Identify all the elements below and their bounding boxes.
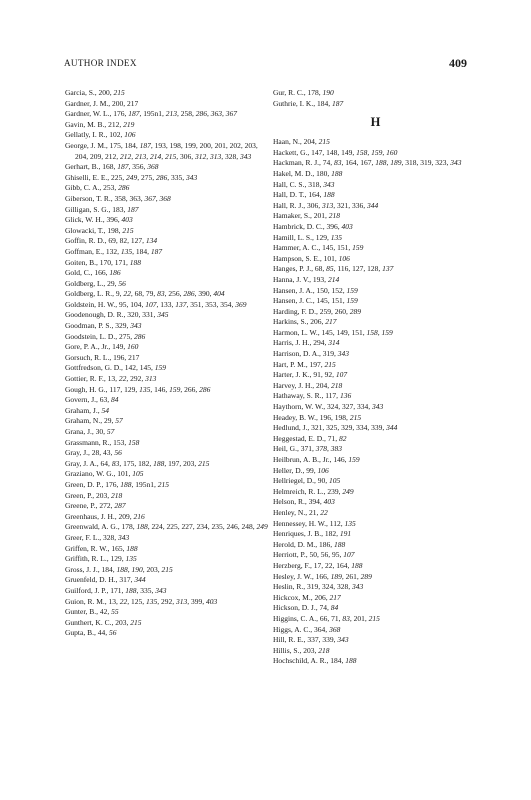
index-entry: Gerhart, B., 168, 187, 356, 368 <box>65 162 159 172</box>
index-entry: Higgs, A. C., 364, 368 <box>273 624 341 634</box>
index-entry: Hamill, L. S., 129, 135 <box>273 232 342 242</box>
index-entry: Heggestad, E. D., 71, 82 <box>273 433 347 443</box>
index-entry: Gough, H. G., 117, 129, 135, 146, 159, 266, 286 <box>65 384 211 394</box>
index-entry: Harvey, J. H., 204, 218 <box>273 380 343 390</box>
index-entry: Gellatly, I. R., 102, 106 <box>65 130 136 140</box>
index-entry: Gray, J. A., 64, 83, 175, 182, 188, 197, 203, 215 <box>65 458 210 468</box>
index-entry: Harris, J. H., 294, 314 <box>273 338 340 348</box>
index-entry: Glowacki, T., 198, 215 <box>65 225 134 235</box>
index-entry: Gur, R. C., 178, 190 <box>273 88 334 97</box>
index-entry: Harmon, L. W., 145, 149, 151, 158, 159 <box>273 327 393 337</box>
index-entry: Green, D. P., 176, 188, 195n1, 215 <box>65 479 169 489</box>
index-entry: Govern, J., 63, 84 <box>65 395 119 405</box>
index-entry: Herzberg, F., 17, 22, 164, 188 <box>273 560 363 570</box>
index-entry: Hambrick, D. C., 396, 403 <box>273 221 353 231</box>
index-entry: Hamaker, S., 201, 218 <box>273 211 340 221</box>
index-entry: Gupta, B., 44, 56 <box>65 628 117 638</box>
index-entry: Hart, P. M., 197, 215 <box>273 359 336 369</box>
index-entry: Greer, F. L., 328, 343 <box>65 532 130 542</box>
index-column-right <box>273 88 478 667</box>
index-entry: Greenwald, A. G., 178, 188, 224, 225, 227, 234, 235, 246, 248, 249 <box>65 522 268 532</box>
index-entry: Gardner, J. M., 200, 217 <box>65 98 139 108</box>
index-entry: Heilbrun, A. B., Jr., 146, 159 <box>273 455 360 464</box>
index-entry: Hampson, S. E., 101, 106 <box>273 253 350 263</box>
index-entry: Hall, C. S., 318, 343 <box>273 179 335 189</box>
index-entry: Hackett, G., 147, 148, 149, 158, 159, 160 <box>273 147 398 157</box>
index-entry: Hathaway, S. R., 117, 136 <box>273 391 352 401</box>
index-entry: Greene, P., 272, 287 <box>65 501 126 511</box>
index-entry: Hall, R. J., 306, 313, 321, 336, 344 <box>273 200 379 210</box>
index-entry: Giberson, T. R., 358, 363, 367, 368 <box>65 193 171 203</box>
index-entry: Gruenfeld, D. H., 317, 344 <box>65 575 146 585</box>
index-entry: Hakel, M. D., 180, 188 <box>273 168 343 178</box>
index-entry: Gold, C., 166, 186 <box>65 268 121 278</box>
index-entry: Green, P., 203, 218 <box>65 490 123 500</box>
section-letter: H <box>370 115 381 130</box>
index-entry: Henley, N., 21, 22 <box>273 507 328 517</box>
index-entry: Gray, J., 28, 43, 56 <box>65 448 122 458</box>
index-entry: Garcia, S., 200, 215 <box>65 88 125 97</box>
index-entry: Goiten, B., 170, 171, 188 <box>65 257 142 267</box>
index-entry: Higgins, C. A., 66, 71, 83, 201, 215 <box>273 613 380 623</box>
index-entry: Haan, N., 204, 215 <box>273 137 330 147</box>
index-entry: Henriques, J. B., 182, 191 <box>273 529 352 539</box>
index-entry: Goodenough, D. R., 320, 331, 345 <box>65 310 169 320</box>
index-entry: Hansen, J. C., 145, 151, 159 <box>273 296 358 306</box>
index-entries-g-continued <box>273 88 478 109</box>
index-entry: Gottfredson, G. D., 142, 145, 159 <box>65 363 167 373</box>
index-entry: Heslin, R., 319, 324, 328, 343 <box>273 582 364 592</box>
index-entry: Goldberg, L., 29, 56 <box>65 278 126 288</box>
index-entry: Gross, J. J., 184, 188, 190, 203, 215 <box>65 564 173 574</box>
index-entry: Hammer, A. C., 145, 151, 159 <box>273 243 364 253</box>
page-header <box>64 58 467 72</box>
page-number: 409 <box>449 56 467 70</box>
index-entry: Hill, R. E., 337, 339, 343 <box>273 635 349 645</box>
index-column-left <box>65 88 270 639</box>
index-entry: Griffen, R. W., 165, 188 <box>65 543 138 553</box>
index-entry: Hellriegel, D., 90, 105 <box>273 476 341 486</box>
index-entry: Gorsuch, R. L., 196, 217 <box>65 352 140 362</box>
index-entry: Gottier, R. F., 13, 22, 292, 313 <box>65 374 157 384</box>
index-entry: Greenhaus, J. H., 209, 216 <box>65 511 145 521</box>
index-entry: Herold, D. M., 186, 188 <box>273 539 346 549</box>
index-entry: Guion, R. M., 13, 22, 125, 135, 292, 313, 399, 403 <box>65 596 218 606</box>
index-entry: Goldberg, L. R., 9, 22, 68, 79, 83, 256, 286, 390, 404 <box>65 289 225 299</box>
index-entry: Grana, J., 30, 57 <box>65 427 115 436</box>
index-entry: Graham, J., 54 <box>65 405 109 415</box>
index-entry: Hanges, P. J., 68, 85, 116, 127, 128, 137 <box>273 264 394 274</box>
index-entry: Goodman, P. S., 329, 343 <box>65 321 142 331</box>
index-entry: Gibb, C. A., 253, 286 <box>65 183 130 193</box>
index-entry: Harrison, D. A., 319, 343 <box>273 349 350 359</box>
index-entry: Graziano, W. G., 101, 105 <box>65 469 144 479</box>
index-entry: Helmreich, R. L., 239, 249 <box>273 486 354 496</box>
index-entry: Hickcox, M., 206, 217 <box>273 592 341 602</box>
index-entry: Glick, W. H., 396, 403 <box>65 215 133 225</box>
index-entry: Hanna, J. V., 193, 214 <box>273 274 340 284</box>
index-entry: Herriott, P., 50, 56, 95, 107 <box>273 550 355 560</box>
index-entry: Hochschild, A. R., 184, 188 <box>273 656 357 666</box>
index-entry: Goffman, E., 132, 135, 184, 187 <box>65 246 163 256</box>
index-entry: Guilford, J. P., 171, 188, 335, 343 <box>65 585 167 595</box>
index-entry: George, J. M., 175, 184, 187, 193, 198, 199, 200, 201, 202, 203, 204, 209, 212, 212, 213, 214, 215, 306, 312, 313, 328, 343 <box>65 140 258 161</box>
index-entry: Guthrie, I. K., 184, 187 <box>273 98 344 108</box>
index-entry: Gore, P. A., Jr., 149, 160 <box>65 342 139 352</box>
index-entry: Graham, N., 29, 57 <box>65 416 123 426</box>
index-entry: Hillis, S., 203, 218 <box>273 645 330 655</box>
index-entry: Harding, F. D., 259, 260, 289 <box>273 306 361 316</box>
running-title: AUTHOR INDEX <box>64 58 137 68</box>
index-entry: Gunter, B., 42, 55 <box>65 607 119 617</box>
index-entry: Griffith, R. L., 129, 135 <box>65 554 137 564</box>
index-entries-h <box>273 137 478 667</box>
index-entry: Gavin, M. B., 212, 219 <box>65 119 135 129</box>
index-entry: Gardner, W. L., 176, 187, 195n1, 213, 258, 286, 363, 367 <box>65 109 237 119</box>
index-entry: Gunthert, K. C., 203, 215 <box>65 617 142 627</box>
index-entry: Ghiselli, E. E., 225, 249, 275, 286, 335, 343 <box>65 172 198 182</box>
index-entry: Grassmann, R., 153, 158 <box>65 437 140 447</box>
index-entry: Heller, D., 99, 106 <box>273 465 329 475</box>
index-entry: Hennessey, H. W., 112, 135 <box>273 518 356 528</box>
index-entry: Hansen, J. A., 150, 152, 159 <box>273 285 358 295</box>
index-entry: Hickson, D. J., 74, 84 <box>273 603 339 613</box>
index-entry: Hedlund, J., 321, 325, 329, 334, 339, 344 <box>273 423 398 433</box>
index-entry: Haythorn, W. W., 324, 327, 334, 343 <box>273 402 384 412</box>
index-entry: Heil, G., 371, 378, 383 <box>273 444 342 454</box>
index-entry: Gilligan, S. G., 183, 187 <box>65 204 139 214</box>
index-entry: Goldstein, H. W., 95, 104, 107, 133, 137, 351, 353, 354, 369 <box>65 299 247 309</box>
index-entry: Hackman, R. J., 74, 83, 164, 167, 188, 189, 318, 319, 323, 343 <box>273 158 462 168</box>
index-entry: Goodstein, L. D., 275, 286 <box>65 331 146 341</box>
index-entry: Goffin, R. D., 69, 82, 127, 134 <box>65 236 158 246</box>
index-entry: Helson, R., 394, 403 <box>273 497 335 507</box>
index-entry: Harkins, S., 206, 217 <box>273 317 337 327</box>
index-entry: Hesley, J. W., 166, 189, 261, 289 <box>273 571 372 581</box>
index-entry: Harter, J. K., 91, 92, 107 <box>273 370 348 380</box>
index-entry: Hall, D. T., 164, 188 <box>273 190 335 200</box>
index-entry: Headey, B. W., 196, 198, 215 <box>273 412 362 422</box>
